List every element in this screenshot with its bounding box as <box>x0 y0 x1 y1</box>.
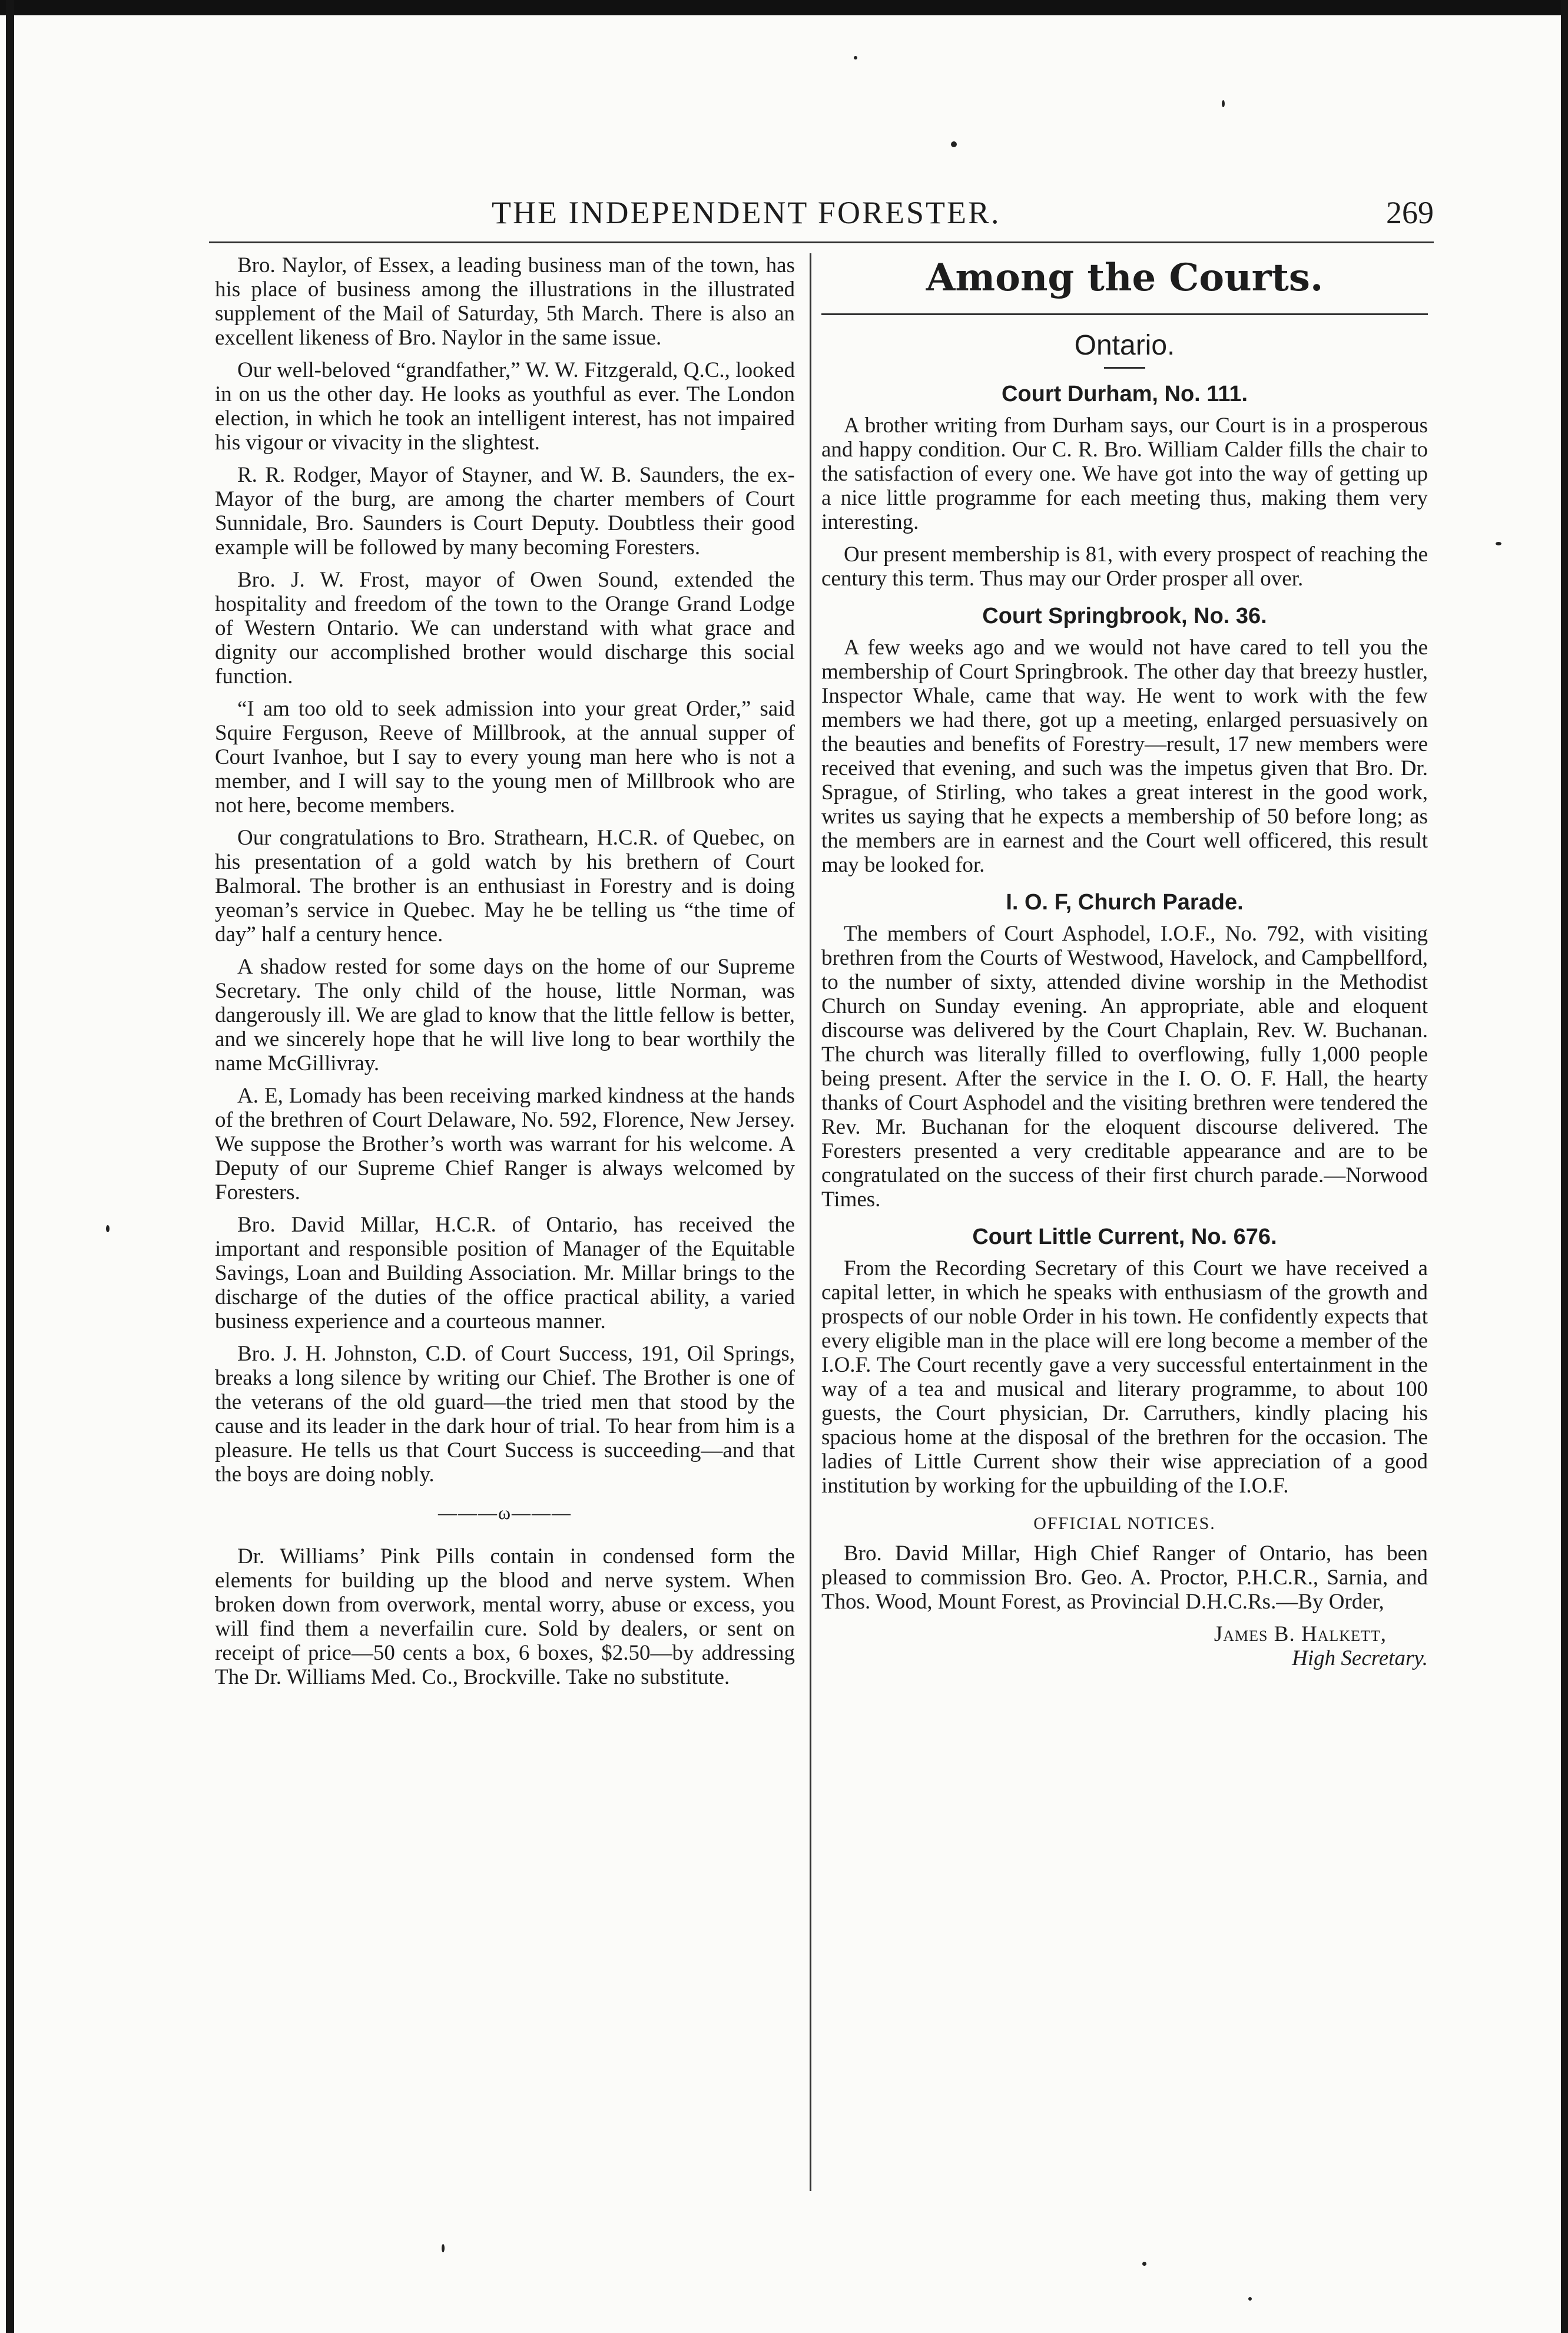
top-edge-border <box>0 0 1568 15</box>
court-heading: Court Durham, No. 111. <box>1001 382 1248 406</box>
court-heading: Court Springbrook, No. 36. <box>982 604 1267 628</box>
official-notices-heading: OFFICIAL NOTICES. <box>1033 1514 1216 1533</box>
news-paragraph: Our well-beloved “grandfather,” W. W. Fitzgerald, Q.C., looked in on us the other day. He looks as youthful as ever. The London election, in which he took an intelligent interest, has not impaired his vigour or vivacity in the slightest. <box>215 358 795 455</box>
publication-title: THE INDEPENDENT FORESTER. <box>492 195 1001 230</box>
official-notice: Bro. David Millar, High Chief Ranger of Ontario, has been pleased to commission Bro. Geo. A. Proctor, P.H.C.R., Sarnia, and Thos. Wood, Mount Forest, as Provincial D.H.C.Rs.—By Order, <box>821 1541 1428 1614</box>
news-paragraph: Our congratulations to Bro. Strathearn, H.C.R. of Quebec, on his presentation of a gold watch by his brethern of Court Balmoral. The brother is an enthusiast in Forestry and is doing yeoman’s service in Quebec. May he be telling us “the time of day” half a century hence. <box>215 826 795 947</box>
print-speck <box>1142 2262 1146 2266</box>
header-rule <box>209 241 1434 243</box>
print-speck <box>106 1225 110 1232</box>
court-heading: Court Little Current, No. 676. <box>972 1225 1277 1249</box>
region-heading: Ontario. <box>1074 330 1175 361</box>
column-divider <box>810 253 811 2191</box>
signature-name: James B. Halkett, <box>1214 1622 1387 1646</box>
running-head <box>209 194 1434 241</box>
news-paragraph: Bro. J. W. Frost, mayor of Owen Sound, extended the hospitality and freedom of the town to the Orange Grand Lodge of Western Ontario. We can understand with what grace and dignity our accomplished brother would discharge this social function. <box>215 568 795 689</box>
court-paragraph: A few weeks ago and we would not have cared to tell you the membership of Court Springbrook. The other day that breezy hustler, Inspector Whale, came that way. He went to work with the few members we had there, got up a meeting, enlarged persuasively on the beauties and benefits of Forestry—result, 17 new members were received that evening, and such was the impetus given that Bro. Dr. Sprague, of Stirling, who takes a great interest in the good work, writes us saying that he expects a membership of 50 before long; as the members are in earnest and the Court well officered, this result may be looked for. <box>821 636 1428 877</box>
right-column <box>821 253 1428 1670</box>
court-heading: I. O. F, Church Parade. <box>1006 890 1244 915</box>
short-rule <box>1104 367 1145 369</box>
news-paragraph: Bro. Naylor, of Essex, a leading business man of the town, has his place of business among the illustrations in the illustrated supplement of the Mail of Saturday, 5th March. There is also an excellent likeness of Bro. Naylor in the same issue. <box>215 253 795 350</box>
signature-title: High Secretary. <box>1292 1646 1428 1670</box>
news-paragraph: Bro. J. H. Johnston, C.D. of Court Success, 191, Oil Springs, breaks a long silence by writing our Chief. The Brother is one of the veterans of the old guard—the tried men that stood by the cause and its leader in the dark hour of trial. To hear from him is a pleasure. He tells us that Court Success is succeeding—and that the boys are doing nobly. <box>215 1342 795 1487</box>
print-speck <box>951 141 957 147</box>
section-title: Among the Courts. <box>926 256 1324 300</box>
news-paragraph: A. E, Lomady has been receiving marked kindness at the hands of the brethren of Court Delaware, No. 592, Florence, New Jersey. We suppose the Brother’s worth was warrant for his welcome. A Deputy of our Supreme Chief Ranger is always welcomed by Foresters. <box>215 1084 795 1204</box>
section-rule <box>821 313 1428 315</box>
news-paragraph: R. R. Rodger, Mayor of Stayner, and W. B. Saunders, the ex-Mayor of the burg, are among the charter members of Court Sunnidale, Bro. Saunders is Court Deputy. Doubtless their good example will be followed by many becoming Foresters. <box>215 463 795 560</box>
court-paragraph: The members of Court Asphodel, I.O.F., No. 792, with visiting brethren from the Courts of Westwood, Havelock, and Campbellford, to the number of sixty, attended divine worship in the Methodist Church on Sunday evening. An appropriate, able and eloquent discourse was delivered by the Court Chaplain, Rev. W. Buchanan. The church was literally filled to overflowing, fully 1,000 people being present. After the service in the I. O. O. F. Hall, the hearty thanks of Court Asphodel and the visiting brethren were tendered the Rev. Mr. Buchanan for the eloquent discourse delivered. The Foresters presented a very creditable appearance and are to be congratulated on the success of their first church parade.—Norwood Times. <box>821 922 1428 1212</box>
court-paragraph: Our present membership is 81, with every prospect of reaching the century this term. Thus may our Order prosper all over. <box>821 542 1428 591</box>
left-column <box>215 253 795 1697</box>
news-paragraph: “I am too old to seek admission into your great Order,” said Squire Ferguson, Reeve of Millbrook, at the annual supper of Court Ivanhoe, but I say to every young man here who is not a member, and I will say to the young men of Millbrook who are not here, become members. <box>215 697 795 818</box>
print-speck <box>442 2244 445 2252</box>
print-speck <box>854 56 857 59</box>
print-speck <box>1248 2297 1252 2301</box>
left-edge-border <box>6 0 14 2333</box>
page-number: 269 <box>1386 195 1434 230</box>
print-speck <box>1222 100 1225 107</box>
right-edge-border <box>1561 0 1568 2333</box>
section-ornament: ———ω——— <box>437 1502 572 1523</box>
print-speck <box>1496 542 1501 545</box>
court-paragraph: A brother writing from Durham says, our Court is in a prosperous and happy condition. Our C. R. Bro. William Calder fills the chair to the satisfaction of every one. We have got into the way of getting up a nice little programme for each meeting thus, making them very interesting. <box>821 413 1428 534</box>
advertisement-paragraph: Dr. Williams’ Pink Pills contain in condensed form the elements for building up the blood and nerve system. When broken down from overwork, mental worry, abuse or excess, you will find them a neverfailin cure. Sold by dealers, or sent on receipt of price—50 cents a box, 6 boxes, $2.50—by addressing The Dr. Williams Med. Co., Brockville. Take no substitute. <box>215 1544 795 1689</box>
court-paragraph: From the Recording Secretary of this Court we have received a capital letter, in which he speaks with enthusiasm of the growth and prospects of our noble Order in his town. He confidently expects that every eligible man in the place will ere long become a member of the I.O.F. The Court recently gave a very successful entertainment in the way of a tea and musical and literary programme, to about 100 guests, the Court physician, Dr. Carruthers, kindly placing his spacious home at the disposal of the brethren for the occasion. The ladies of Little Current show their wise appreciation of a good institution by working for the upbuilding of the I.O.F. <box>821 1256 1428 1498</box>
news-paragraph: Bro. David Millar, H.C.R. of Ontario, has received the important and responsible position of Manager of the Equitable Savings, Loan and Building Association. Mr. Millar brings to the discharge of the duties of the office practical ability, a varied business experience and a courteous manner. <box>215 1213 795 1333</box>
news-paragraph: A shadow rested for some days on the home of our Supreme Secretary. The only child of the house, little Norman, was dangerously ill. We are glad to know that the little fellow is better, and we sincerely hope that he will live long to bear worthily the name McGillivray. <box>215 955 795 1076</box>
